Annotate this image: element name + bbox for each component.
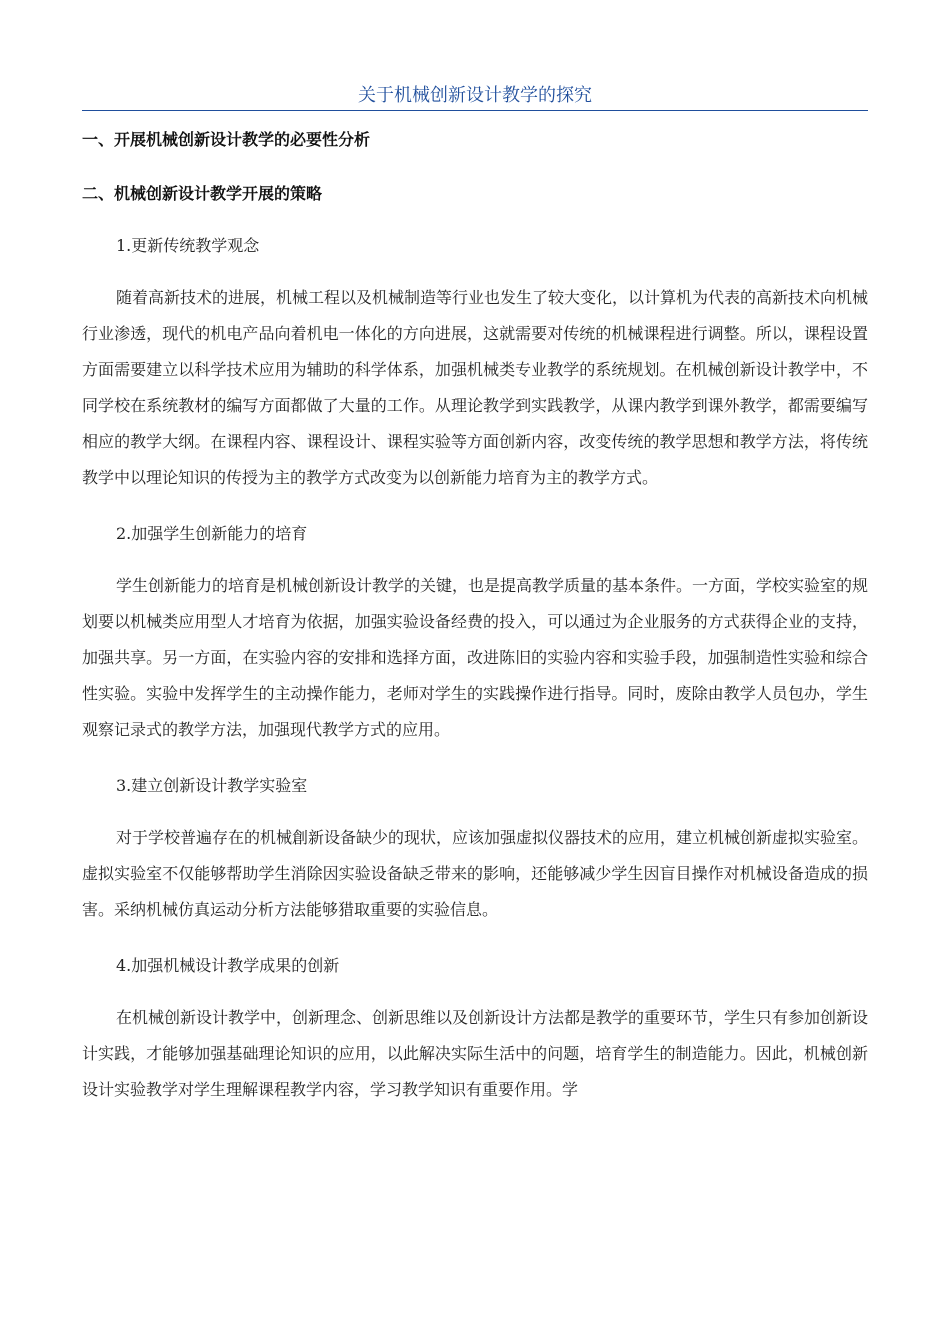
- running-header-title: 关于机械创新设计教学的探究: [358, 85, 592, 106]
- subsection-heading-2: 2.加强学生创新能力的培育: [116, 524, 308, 543]
- document-page: [82, 0, 868, 1344]
- paragraph-2: 学生创新能力的培育是机械创新设计教学的关键，也是提高教学质量的基本条件。一方面，学校实验室的规划要以机械类应用型人才培育为依据，加强实验设备经费的投入，可以通过为企业服务的方式获得企业的支持，加强共享。另一方面，在实验内容的安排和选择方面，改进陈旧的实验内容和实验手段，加强制造性实验和综合性实验。实验中发挥学生的主动操作能力，老师对学生的实践操作进行指导。同时，废除由教学人员包办，学生观察记录式的教学方法，加强现代教学方式的应用。: [82, 576, 869, 739]
- header-divider: [82, 110, 868, 111]
- section-heading-necessity: 一、开展机械创新设计教学的必要性分析: [82, 130, 371, 149]
- subsection-heading-3: 3.建立创新设计教学实验室: [116, 776, 308, 795]
- paragraph-4: 在机械创新设计教学中，创新理念、创新思维以及创新设计方法都是教学的重要环节，学生只有参加创新设计实践，才能够加强基础理论知识的应用，以此解决实际生活中的问题，培育学生的制造能力。因此，机械创新设计实验教学对学生理解课程教学内容，学习教学知识有重要作用。学: [82, 1008, 869, 1099]
- paragraph-1: 随着高新技术的进展，机械工程以及机械制造等行业也发生了较大变化，以计算机为代表的高新技术向机械行业渗透，现代的机电产品向着机电一体化的方向进展，这就需要对传统的机械课程进行调整。所以，课程设置方面需要建立以科学技术应用为辅助的科学体系，加强机械类专业教学的系统规划。在机械创新设计教学中，不同学校在系统教材的编写方面都做了大量的工作。从理论教学到实践教学，从课内教学到课外教学，都需要编写相应的教学大纲。在课程内容、课程设计、课程实验等方面创新内容，改变传统的教学思想和教学方法，将传统教学中以理论知识的传授为主的教学方式改变为以创新能力培育为主的教学方式。: [82, 288, 869, 487]
- subsection-heading-1: 1.更新传统教学观念: [116, 236, 260, 255]
- subsection-heading-4: 4.加强机械设计教学成果的创新: [116, 956, 340, 975]
- paragraph-3: 对于学校普遍存在的机械創新设备缺少的现状，应该加强虚拟仪器技术的应用，建立机械创新虚拟实验室。虚拟实验室不仅能够帮助学生消除因实验设备缺乏带来的影响，还能够减少学生因盲目操作对机械设备造成的损害。采纳机械仿真运动分析方法能够猎取重要的实验信息。: [82, 828, 869, 919]
- section-heading-strategy: 二、机械创新设计教学开展的策略: [82, 184, 323, 203]
- document-body: [82, 124, 868, 1108]
